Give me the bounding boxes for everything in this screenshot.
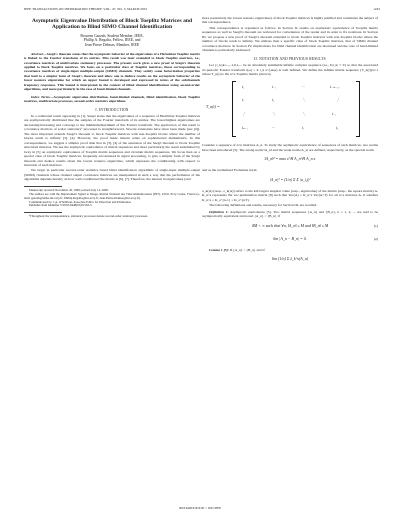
page-number: 1243 — [373, 7, 380, 11]
intro-paragraph-1: In a celebrated result appearing in [1], Szegö states that the eigenvalues of a sequence of Hermitian Toeplitz matrices are asymptotically distributed like the samples of the Fourier transform of its entries. The lower/highest eigenvalues are decreasing/increasing and converge to the minimum/maximum of this Fourier transform. The application of this result to covariance matrices of scalar stationary¹ processes is straightforward. Several extensions have since been made (see [2]). The most important extends Szegö's theorem to block Toeplitz matrices with non-Toeplitz blocks where the number of blocks tends to infinity [3], [4]. However, the proof made therein relies on sophisticated mathematics. In this correspondence, we suggest a simpler proof than that in [3], [4] of the extension of the Szegö theorem to block Toeplitz structured matrices. We use the asymptotic equivalence of matrix sequences and more particularly the result established by Gray in [5] on asymptotic equivalence of Toeplitz matrix sequences and circulant matrix sequences. We focus then on a special class of block Toeplitz matrices, frequently encountered in signal processing, to give a simpler form of the Szegö theorem and deduce results about the lowest nonzero eigenvalue, which expresses the conditioning with respect to inversion of such matrices. — [24, 114, 200, 168]
intro-paragraph-2: We target in particular second-order statistics based blind identification algorithms of single-input multiple-output (SIMO) channels whose channel output covariance matrices are manipulated in such a way that the performance of the algorithms depends heavily on how well-conditioned the matrix is [6], [7]. Therefore, the interest in eigenvalues (and — [24, 168, 200, 182]
equation-lemma: lim (1/n) Σ λ_k^s(A_n) — [271, 255, 309, 261]
footnote-divider-2 — [24, 212, 62, 213]
left-column — [24, 16, 200, 219]
matrix-cell: t₋₁ — [332, 112, 337, 117]
notation-paragraph-4: σ_k(A) (resp., λ_k(A)) refers to the kth largest singular value (resp., eigenvalue) of the matrix (resp., the square matrix) A. K_n^s represents the vec-permutation matrix [8] such that Vec(A) = K_n^s Vec(A^T) for all n×s matrices A. It satisfies K_n^s = K_s^{n-1} = K_s^{nT}. — [202, 188, 378, 202]
matrix-cell: ⋱ — [272, 112, 276, 117]
matrix-cell: t₀ — [336, 126, 339, 131]
matrix-cell: t₀ — [242, 85, 245, 90]
matrix-cell: ⋮ — [242, 112, 246, 117]
abstract-label: Abstract— — [31, 51, 47, 56]
notation-paragraph-3: and as the normalized Frobenius norm — [202, 168, 257, 173]
matrix-cell: t₋₁ — [272, 85, 277, 90]
right-column — [202, 16, 378, 268]
equation-weak-norm: |A_n|² = (1/n) Σ Σ |a_i,j|² — [269, 176, 311, 182]
running-header — [24, 7, 380, 15]
lemma-label: Lemma 1 [5]: — [209, 247, 229, 252]
section-heading-introduction: I. INTRODUCTION — [95, 107, 129, 112]
author-2: Phillip A. Regalia, Fellow, IEEE, and — [83, 38, 141, 43]
footnote-stationary: ¹Throughout the correspondence, stationary processes denote second-order stationary processes. — [29, 214, 148, 219]
section-heading-notation: II. NOTATION AND PREVIOUS RESULTS — [254, 56, 326, 61]
matrix-lhs: T_n(t) = — [206, 104, 220, 110]
equation-strong-norm: ‖A_n‖² = max x^H A_n^H A_n x — [264, 156, 316, 162]
journal-name: IEEE TRANSACTIONS ON INFORMATION THEORY, VOL. 47, NO. 3, MARCH 2001 — [24, 7, 148, 11]
keywords-label: Index Terms— — [31, 94, 54, 99]
matrix-right-bracket — [356, 81, 360, 137]
equation-number: (2) — [373, 236, 378, 241]
notation-paragraph-2: Consider a sequence of n×n matrices A_n. To study the asymptotic equivalence of sequences of such matrices, two norms have been introduced [5]. The strong norm ‖A_n‖ and the weak norm |A_n| are defined, respectively, as the spectral norm — [202, 143, 378, 152]
lemma-1 — [202, 248, 378, 252]
matrix-cell: ··· — [272, 126, 275, 131]
toeplitz-matrix — [202, 80, 378, 138]
author-1: Boucem Gazzah, Student Member, IEEE, — [80, 33, 144, 38]
notation-paragraph-5: The following definitions and results, necessary for Section III, are recalled. — [209, 203, 318, 208]
equation-1: ∃M < ∞ such that ∀n, ‖A_n‖ ≤ M and ‖B_n‖ ≤ M (1) — [251, 222, 378, 228]
footnote-communicated: Communicated by J. A. O'Sullivan, Associate Editor for Detection and Estimation. — [29, 199, 132, 204]
footnote-divider — [24, 186, 62, 187]
author-3: Jean-Pierre Delmas, Member, IEEE — [84, 43, 140, 47]
matrix-cell: ⋱ — [302, 112, 306, 117]
matrix-cell: ⋮ — [336, 98, 340, 103]
abstract-text: Szegö's theorem states that the asymptotic behavior of the eigenvalues of a Hermitian Toeplitz matrix is linked to the Fourier transform of its entries. This result was later extended to block Toeplitz matrices, i.e., covariance matrices of multivariate stationary processes. The present work gives a new proof of Szegö's theorem applied to block Toeplitz matrices. We focus on a particular class of Toeplitz matrices, those corresponding to covariance matrices of single-input multiple-output (SIMO) channels. They satisfy some factorization properties that lead to a simpler form of Szegö's theorem and allow one to deduce results on the asymptotic behavior of the lower nonzero eigenvalue for which an upper bound is developed and expressed in terms of the subchannels frequency responses. This bound is interpreted in the context of blind channel identification using second-order algorithms, and more particularly in the case of band-limited channels. — [24, 51, 200, 92]
matrix-cell: t₀ — [272, 98, 275, 103]
author-list — [24, 34, 200, 48]
matrix-cell: ··· — [302, 85, 305, 90]
equation-2: lim |A_n − B_n| = 0. (2) — [273, 235, 378, 241]
notation-paragraph-1: Let {t_k}k=...,-1,0,1,... be an absolutely summable infinite complex sequence (i.e., Σ|t_k| < ∞) so that the associated 2π-periodic Fourier transform t(ω) = Σ t_k e^(-ikω) is well defined. We define the infinite matrix sequence {T_n(t)}n≥1 where T_n(t) is the n×n Toeplitz matrix given by — [202, 63, 378, 76]
footnote-received: Manuscript received November 26, 1998; revised July 14, 2000. — [29, 187, 109, 192]
paper-title: Asymptotic Eigenvalue Distribution of Block Toeplitz Matrices and Application to Blind SIMO Channel Identification — [31, 18, 193, 31]
keywords — [24, 95, 200, 104]
page-footer: 0018-9448/01$10.00 © 2001 IEEE — [178, 506, 222, 510]
matrix-cell: tₙ₋₁ — [242, 126, 248, 131]
matrix-cell: t₋₍ₙ₋₁₎ — [330, 85, 340, 90]
abstract — [24, 52, 200, 92]
matrix-left-bracket — [232, 81, 236, 137]
right-paragraph-2: This correspondence is organized as follows. In Section II, results on asymptotic equivalence of Toeplitz matrix sequences as well as Szegö's theorem are reviewed for convenience of the reader and in order to fix notations. In Section III, we propose a new proof of Szegö's theorem extended to block Toeplitz matrices with non-Toeplitz blocks where the number of blocks tends to infinity. We address then a specific class of block Toeplitz matrices, that of SIMO channel covariance matrices. In Section IV, implications for blind channel identification are discussed and the case of band-limited channels is particularly addressed. — [202, 25, 378, 53]
equation-number: (1) — [373, 223, 378, 228]
footnote-affiliation: The authors are with the Département Signal et Image, Institut National des Télécommunications (INT), 91011 Evry Cedex, France (e-mail: gazzah@sirius.int-evry.fr; Phillip.Regalia@int-evry.fr; Jean-Pierre.Delmas@int-evry.fr). — [24, 191, 200, 200]
definition-label: Definition 1: — [209, 209, 229, 214]
matrix-cell: t₁ — [242, 98, 245, 103]
definition-1 — [202, 210, 378, 219]
matrix-cell: ⋱ — [302, 98, 306, 103]
matrix-cell: t₁ — [302, 126, 305, 131]
footnote-identifier: Publisher Item Identifier S 0018-9448(01)01563-5. — [29, 203, 93, 208]
definition-text: Two matrix sequences {A_n} and {B_n}, n = 1, 2, ... are said to be asymptotically equivalent and noted {A_n} ~ {B_n} if — [202, 209, 379, 219]
right-paragraph-1: more particularly the lowest nonzero eigenvalue) of block Toeplitz matrices is highly justified and constitutes the subject of this correspondence. — [202, 16, 378, 25]
lemma-text: If {A_n} ~ {B_n} and if — [229, 247, 265, 252]
definition-name: Asymptotic equivalence [5]. — [229, 209, 272, 214]
keywords-text: Asymptotic eigenvalue distribution, band-limited channels, blind identification, block Toeplitz matrices, multivariate processes, second-order statistics algorithms. — [24, 94, 200, 104]
